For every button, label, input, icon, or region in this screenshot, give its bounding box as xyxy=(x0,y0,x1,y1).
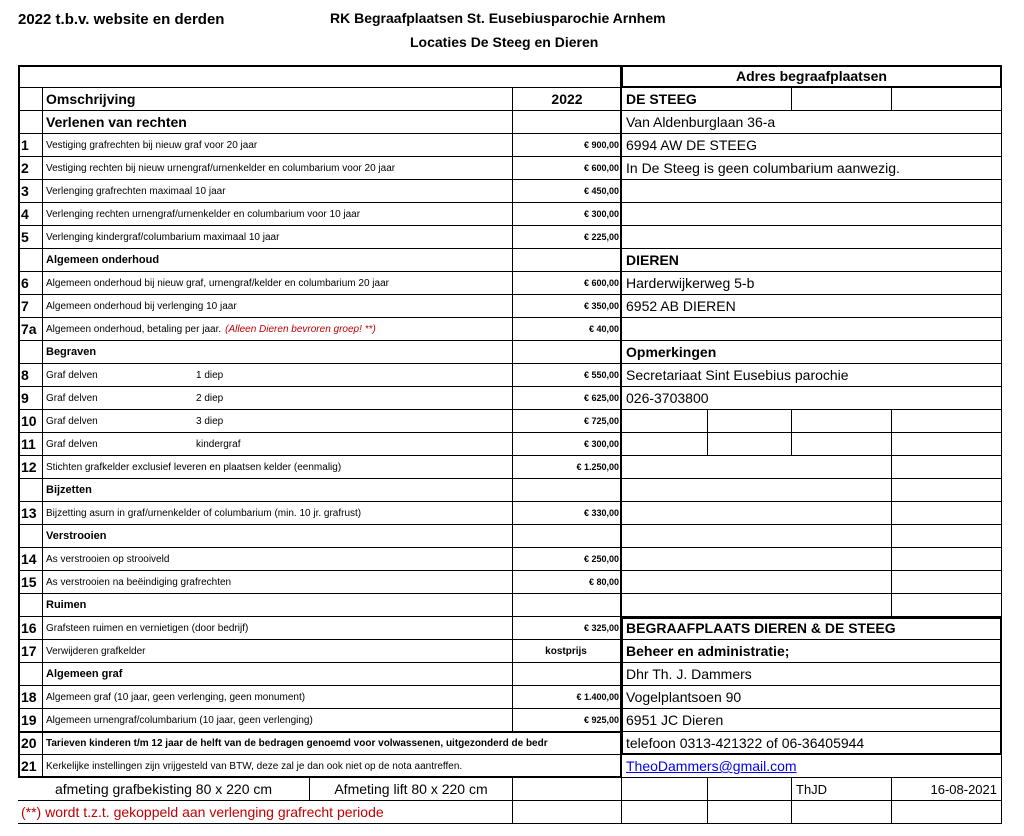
row-description: Algemeen urnengraf/columbarium (10 jaar, geen verlenging) xyxy=(43,709,513,732)
blank-cell xyxy=(892,456,1002,479)
table-row xyxy=(18,502,1002,525)
blank-cell xyxy=(622,594,892,617)
row-depth: kindergraf xyxy=(196,438,241,450)
table-row xyxy=(18,686,1002,709)
row-number: 8 xyxy=(18,364,43,387)
blank-cell xyxy=(622,778,708,801)
row-number: 5 xyxy=(18,226,43,249)
row-price: kostprijs xyxy=(513,640,622,663)
footer-note: (**) wordt t.z.t. gekoppeld aan verlenging grafrecht periode xyxy=(18,801,478,824)
row-number: 12 xyxy=(18,456,43,479)
row-note: (Alleen Dieren bevroren groep! **) xyxy=(225,323,376,335)
footer-date: 16-08-2021 xyxy=(892,778,1002,801)
row-price: € 300,00 xyxy=(513,433,622,456)
row-description xyxy=(43,364,513,387)
row-price xyxy=(513,341,622,364)
section-row xyxy=(18,479,1002,502)
row-description: Algemeen graf (10 jaar, geen verlenging, geen monument) xyxy=(43,686,513,709)
row-number: 18 xyxy=(18,686,43,709)
blank-cell xyxy=(513,801,622,824)
section-row xyxy=(18,111,1002,134)
blank-cell xyxy=(622,548,892,571)
section-row xyxy=(18,249,1002,272)
row-number: 21 xyxy=(18,755,43,778)
address-line: 6952 AB DIEREN xyxy=(622,295,1002,318)
row-number xyxy=(18,249,43,272)
row-price: € 325,00 xyxy=(513,617,622,640)
row-number: 20 xyxy=(18,732,43,755)
row-price: € 1.250,00 xyxy=(513,456,622,479)
table-row xyxy=(18,617,1002,640)
address-line: 6994 AW DE STEEG xyxy=(622,134,1002,157)
footer-lift: Afmeting lift 80 x 220 cm xyxy=(310,778,513,801)
section-row xyxy=(18,525,1002,548)
table-row xyxy=(18,318,1002,341)
row-number: 2 xyxy=(18,157,43,180)
footer-grafbekisting: afmeting grafbekisting 80 x 220 cm xyxy=(18,778,310,801)
row-description: Algemeen onderhoud bij verlenging 10 jaar xyxy=(43,295,513,318)
row-description: Graf delven xyxy=(46,438,98,450)
address-line: Beheer en administratie; xyxy=(622,640,1002,663)
blank-cell xyxy=(792,410,892,433)
row-description: Verlenging rechten urnengraf/urnenkelder en columbarium voor 10 jaar xyxy=(43,203,513,226)
address-line: Harderwijkerweg 5-b xyxy=(622,272,1002,295)
blank-cell xyxy=(892,479,1002,502)
row-description xyxy=(43,433,513,456)
blank-cell xyxy=(892,433,1002,456)
table-row xyxy=(18,732,1002,755)
tariff-table xyxy=(18,65,1002,823)
row-number: 1 xyxy=(18,134,43,157)
address-line: Opmerkingen xyxy=(622,341,1002,364)
blank-cell xyxy=(478,801,513,824)
row-price: € 300,00 xyxy=(513,203,622,226)
row-description: Bijzetting asurn in graf/urnenkelder of columbarium (min. 10 jr. grafrust) xyxy=(43,502,513,525)
table-row xyxy=(18,709,1002,732)
section-row xyxy=(18,594,1002,617)
section-title: Algemeen onderhoud xyxy=(43,249,513,272)
row-number: 7 xyxy=(18,295,43,318)
row-number: 6 xyxy=(18,272,43,295)
blank-cell xyxy=(622,433,708,456)
table-row xyxy=(18,755,1002,778)
document-subtitle: Locaties De Steeg en Dieren xyxy=(410,34,599,50)
row-number: 13 xyxy=(18,502,43,525)
address-line: DIEREN xyxy=(622,249,1002,272)
row-description: Vestiging rechten bij nieuw urnengraf/urnenkelder en columbarium voor 20 jaar xyxy=(43,157,513,180)
table-row xyxy=(18,456,1002,479)
row-number xyxy=(18,341,43,364)
row-price: € 450,00 xyxy=(513,180,622,203)
section-row xyxy=(18,663,1002,686)
table-row xyxy=(18,134,1002,157)
row-description: Algemeen onderhoud, betaling per jaar. xyxy=(46,323,222,335)
row-description: Verlenging kindergraf/columbarium maximaal 10 jaar xyxy=(43,226,513,249)
row-price xyxy=(513,111,622,134)
section-row xyxy=(18,341,1002,364)
blank-cell xyxy=(622,203,1002,226)
row-description xyxy=(43,387,513,410)
row-number xyxy=(18,479,43,502)
table-row xyxy=(18,548,1002,571)
address-line: BEGRAAFPLAATS DIEREN & DE STEEG xyxy=(622,617,1002,640)
row-description xyxy=(43,318,513,341)
row-number: 11 xyxy=(18,433,43,456)
blank-cell xyxy=(892,571,1002,594)
address-line: telefoon 0313-421322 of 06-36405944 xyxy=(622,732,1002,755)
row-price xyxy=(513,663,622,686)
blank-cell xyxy=(892,594,1002,617)
row-description: Vestiging grafrechten bij nieuw graf voor 20 jaar xyxy=(43,134,513,157)
header-num-cell xyxy=(18,88,43,111)
section-title: Begraven xyxy=(43,341,513,364)
row-number xyxy=(18,111,43,134)
row-description: Kerkelijke instellingen zijn vrijgesteld van BTW, deze zal je dan ook niet op de nota aantreffen. xyxy=(43,755,622,778)
section-title: Verlenen van rechten xyxy=(43,111,513,134)
footer-initials: ThJD xyxy=(792,778,892,801)
blank-cell xyxy=(622,226,1002,249)
blank-cell xyxy=(792,801,892,824)
row-price: € 350,00 xyxy=(513,295,622,318)
blank-cell xyxy=(513,778,622,801)
row-price xyxy=(513,594,622,617)
table-row xyxy=(18,180,1002,203)
blank-cell xyxy=(622,525,892,548)
address-line: Van Aldenburglaan 36-a xyxy=(622,111,1002,134)
table-row xyxy=(18,364,1002,387)
row-price: € 80,00 xyxy=(513,571,622,594)
address-header: Adres begraafplaatsen xyxy=(622,65,1002,88)
table-row xyxy=(18,157,1002,180)
blank-cell xyxy=(622,502,892,525)
row-number xyxy=(18,594,43,617)
document-label: 2022 t.b.v. website en derden xyxy=(18,11,225,28)
blank-cell xyxy=(708,778,792,801)
row-description: Verlenging grafrechten maximaal 10 jaar xyxy=(43,180,513,203)
row-price xyxy=(513,479,622,502)
row-depth: 1 diep xyxy=(196,369,224,381)
section-title: Verstrooien xyxy=(43,525,513,548)
row-price: € 625,00 xyxy=(513,387,622,410)
column-header-description: Omschrijving xyxy=(43,88,513,111)
address-line: Vogelplantsoen 90 xyxy=(622,686,1002,709)
table-row xyxy=(18,571,1002,594)
blank-cell xyxy=(892,801,1002,824)
blank-cell xyxy=(622,410,708,433)
row-price: € 900,00 xyxy=(513,134,622,157)
table-row xyxy=(18,226,1002,249)
table-row xyxy=(18,410,1002,433)
row-description: Grafsteen ruimen en vernietigen (door bedrijf) xyxy=(43,617,513,640)
row-number: 9 xyxy=(18,387,43,410)
section-title: Ruimen xyxy=(43,594,513,617)
row-price: € 600,00 xyxy=(513,272,622,295)
row-number xyxy=(18,525,43,548)
row-number: 15 xyxy=(18,571,43,594)
blank-cell xyxy=(622,318,1002,341)
column-header-year: 2022 xyxy=(513,88,622,111)
row-number: 17 xyxy=(18,640,43,663)
blank-cell xyxy=(622,180,1002,203)
row-description: Graf delven xyxy=(46,392,98,404)
table-row xyxy=(18,203,1002,226)
row-price: € 725,00 xyxy=(513,410,622,433)
section-title: Bijzetten xyxy=(43,479,513,502)
row-price: € 600,00 xyxy=(513,157,622,180)
blank-cell xyxy=(792,433,892,456)
contact-email-link[interactable]: TheoDammers@gmail.com xyxy=(622,755,1002,778)
row-number: 19 xyxy=(18,709,43,732)
address-line: Secretariaat Sint Eusebius parochie xyxy=(622,364,1002,387)
row-price: € 40,00 xyxy=(513,318,622,341)
blank-cell xyxy=(892,410,1002,433)
blank-cell xyxy=(622,479,892,502)
row-number: 10 xyxy=(18,410,43,433)
row-number: 14 xyxy=(18,548,43,571)
row-description xyxy=(43,410,513,433)
row-description: As verstrooien na beëindiging grafrechten xyxy=(43,571,513,594)
blank-cell xyxy=(892,502,1002,525)
row-description: Stichten grafkelder exclusief leveren en plaatsen kelder (eenmalig) xyxy=(43,456,513,479)
blank-cell xyxy=(792,88,892,111)
address-line: 026-3703800 xyxy=(622,387,1002,410)
table-row xyxy=(18,387,1002,410)
row-description: Algemeen onderhoud bij nieuw graf, urnengraf/kelder en columbarium 20 jaar xyxy=(43,272,513,295)
address-line: In De Steeg is geen columbarium aanwezig. xyxy=(622,157,1002,180)
blank-cell xyxy=(708,433,792,456)
table-row xyxy=(18,295,1002,318)
blank-cell xyxy=(892,88,1002,111)
row-number xyxy=(18,663,43,686)
blank-cell xyxy=(622,456,892,479)
row-description: Graf delven xyxy=(46,415,98,427)
row-price: € 225,00 xyxy=(513,226,622,249)
document-title: RK Begraafplaatsen St. Eusebiusparochie Arnhem xyxy=(330,10,666,26)
address-line: 6951 JC Dieren xyxy=(622,709,1002,732)
row-price xyxy=(513,525,622,548)
table-row xyxy=(18,640,1002,663)
row-number: 3 xyxy=(18,180,43,203)
row-price: € 550,00 xyxy=(513,364,622,387)
blank-cell xyxy=(622,571,892,594)
row-description: Verwijderen grafkelder xyxy=(43,640,513,663)
row-price xyxy=(513,249,622,272)
blank-cell xyxy=(892,525,1002,548)
row-description: As verstrooien op strooiveld xyxy=(43,548,513,571)
section-title: Algemeen graf xyxy=(43,663,513,686)
row-depth: 3 diep xyxy=(196,415,224,427)
blank-cell xyxy=(622,801,708,824)
blank-header-cell xyxy=(18,65,622,88)
address-line: Dhr Th. J. Dammers xyxy=(622,663,1002,686)
table-row xyxy=(18,272,1002,295)
row-depth: 2 diep xyxy=(196,392,224,404)
blank-cell xyxy=(892,548,1002,571)
row-price: € 1.400,00 xyxy=(513,686,622,709)
row-number: 16 xyxy=(18,617,43,640)
row-number: 7a xyxy=(18,318,43,341)
row-description: Graf delven xyxy=(46,369,98,381)
row-price: € 925,00 xyxy=(513,709,622,732)
blank-cell xyxy=(708,801,792,824)
row-price: € 330,00 xyxy=(513,502,622,525)
blank-cell xyxy=(708,410,792,433)
row-number: 4 xyxy=(18,203,43,226)
row-price: € 250,00 xyxy=(513,548,622,571)
table-row xyxy=(18,433,1002,456)
location-de-steeg-heading: DE STEEG xyxy=(622,88,792,111)
row-description: Tarieven kinderen t/m 12 jaar de helft van de bedragen genoemd voor volwassenen, uitgezonderd de bedr xyxy=(43,732,622,755)
